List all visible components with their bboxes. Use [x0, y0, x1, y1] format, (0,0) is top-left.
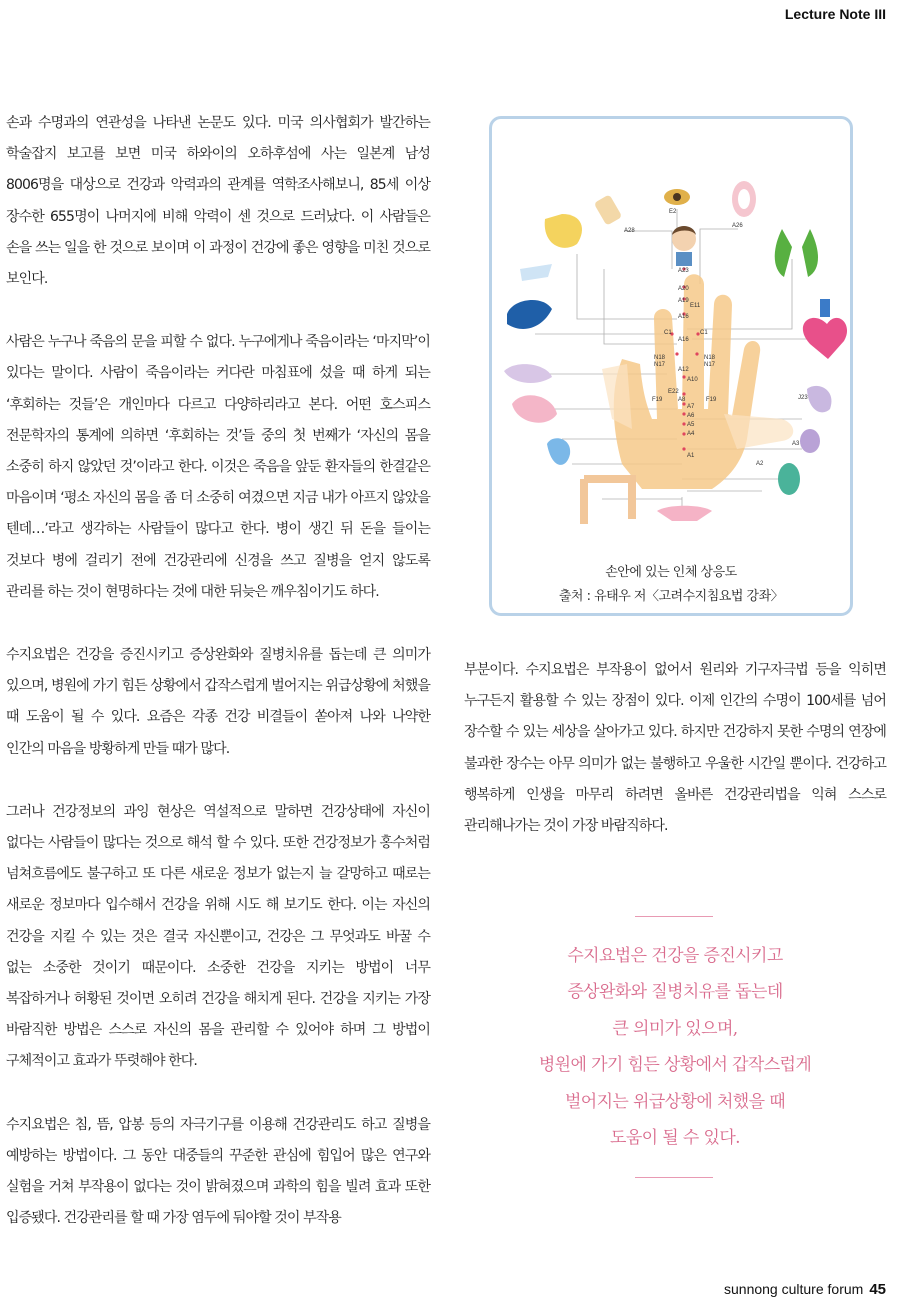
acupoint-label: N17 — [704, 362, 716, 368]
acupoint-label: A7 — [687, 404, 695, 410]
acupoint-label: A8 — [678, 397, 686, 403]
acupoint-label: A1 — [687, 453, 695, 459]
pull-quote-line: 증상완화와 질병치유를 돕는데 — [567, 982, 783, 1003]
acupoint-label: A4 — [687, 431, 695, 437]
acupoint-label: N18 — [654, 355, 666, 361]
pull-quote-top-rule — [635, 916, 713, 917]
acupoint-label: N18 — [704, 355, 716, 361]
acupoint-label: A6 — [687, 413, 695, 419]
series-label: Lecture Note III — [784, 6, 886, 22]
acupoint-label: A12 — [678, 367, 689, 373]
body-paragraph-4: 그러나 건강정보의 과잉 현상은 역설적으로 말하면 건강상태에 자신이 없다는 사람들이 많다는 것으로 해석 할 수 있다. 또한 건강정보가 홍수처럼 넘쳐흐름에도 불구하고 또 다른 새로운 정보가 없는지 늘 갈망하고 때로는 새로운 정보마다 입수해서 건강을 위해 시도 해 보기도 한다. 이는 자신의 건강을 지킬 수 있는 것은 결국 자신뿐이고, 건강은 그 무엇과도 바꿀 수 없는 소중한 것이기 때문이다. 소중한 건강을 지키는 방법이 너무 복잡하거나 허황된 것이면 오히려 건강을 해치게 된다. 건강을 지키는 가장 바람직한 방법은 스스로 자신의 몸을 관리할 수 있어야 하며 그 방법이 구체적이고 효과가 뚜렷해야 한다. — [6, 803, 430, 1070]
acupoint-label: C1 — [700, 330, 708, 336]
pull-quote-bottom-rule — [635, 1177, 713, 1178]
acupoint-label: E2 — [669, 209, 677, 215]
acupoint-label: A23 — [678, 268, 689, 274]
acupoint-label: A26 — [732, 223, 743, 229]
acupoint-label: J23 — [798, 395, 808, 401]
acupoint-label: A19 — [678, 298, 689, 304]
acupoint-label: A10 — [687, 377, 698, 383]
figure-source: 출처 : 유태우 저〈고려수지침요법 강좌〉 — [558, 589, 784, 604]
body-paragraph-1: 손과 수명과의 연관성을 나타낸 논문도 있다. 미국 의사협회가 발간하는 학술잡지 보고를 보면 미국 하와이의 오하후섬에 사는 일본계 남성 8006명을 대상으로 건강과 악력과의 관계를 역학조사해보니, 85세 이상 장수한 655명이 나머지에 비해 악력이 센 것으로 드러났다. 이 사람들은 손을 쓰는 일을 한 것으로 보이며 이 과정이 건강에 좋은 영향을 미친 것으로 보인다. — [6, 115, 430, 288]
pull-quote — [495, 938, 855, 1156]
acupoint-label: A28 — [624, 228, 635, 234]
acupoint-label: E22 — [668, 389, 679, 395]
body-paragraph-2: 사람은 누구나 죽음의 문을 피할 수 없다. 누구에게나 죽음이라는 ‘마지막’이 있다는 말이다. 사람이 죽음이라는 커다란 마침표에 섰을 때 하게 되는 ‘후회하는 것들’은 개인마다 다르고 다양하리라고 본다. 어떤 호스피스 전문학자의 통계에 의하면 ‘후회하는 것’들 중의 첫 번째가 ‘자신의 몸을 소중히 하지 않았던 것’이라고 한다. 이것은 죽음을 앞둔 환자들의 한결같은 마음이며 ‘평소 자신의 몸을 좀 더 소중히 여겼으면 지금 내가 아프지 않았을 텐데…’라고 생각하는 사람들이 많다고 한다. 병이 생긴 뒤 돈을 들이는 것보다 병에 걸리기 전에 건강관리에 신경을 쓰고 질병을 얻지 않도록 관리를 하는 것이 현명하다는 것에 대한 뒤늦은 깨우침이기도 하다. — [6, 334, 430, 600]
left-column — [6, 108, 430, 1267]
acupoint-label: F19 — [706, 397, 717, 403]
pull-quote-line: 도움이 될 수 있다. — [610, 1128, 740, 1149]
acupoint-label: N17 — [654, 362, 666, 368]
acupoint-label: E11 — [690, 303, 701, 309]
pull-quote-line: 수지요법은 건강을 증진시키고 — [567, 946, 783, 966]
pull-quote-line: 병원에 가기 힘든 상황에서 갑작스럽게 — [538, 1055, 812, 1076]
hand-diagram-illustration — [492, 119, 850, 559]
hand-correspondence-figure — [489, 116, 853, 616]
acupoint-label: A20 — [678, 286, 689, 292]
acupoint-label: A5 — [687, 422, 695, 428]
acupoint-label: F19 — [652, 397, 663, 403]
acupoint-label: A2 — [756, 461, 764, 467]
page-number: 45 — [869, 1281, 886, 1298]
right-column — [464, 655, 886, 842]
page-footer — [724, 1281, 886, 1298]
body-paragraph-6: 부분이다. 수지요법은 부작용이 없어서 원리와 기구자극법 등을 익히면 누구든지 활용할 수 있는 장점이 있다. 이제 인간의 수명이 100세를 넘어 장수할 수 있는 세상을 살아가고 있다. 하지만 건강하지 못한 수명의 연장에 불과한 장수는 아무 의미가 없는 불행하고 우울한 시간일 뿐이다. 건강하고 행복하게 인생을 마무리 하려면 올바른 건강관리법을 익혀 스스로 관리해나가는 것이 가장 바람직하다. — [464, 662, 886, 835]
magazine-name: sunnong culture forum — [724, 1281, 864, 1297]
body-paragraph-5: 수지요법은 침, 뜸, 압봉 등의 자극기구를 이용해 건강관리도 하고 질병을 예방하는 방법이다. 그 동안 대중들의 꾸준한 관심에 힘입어 많은 연구와 실험을 거쳐 부작용이 없다는 것이 밝혀졌으며 과학의 힘을 빌려 효과 또한 입증됐다. 건강관리를 할 때 가장 염두에 둬야할 것이 부작용 — [6, 1116, 430, 1227]
pull-quote-line: 큰 의미가 있으며, — [612, 1018, 738, 1039]
acupoint-label: A16 — [678, 314, 689, 320]
acupoint-label: A16 — [678, 337, 689, 343]
body-paragraph-3: 수지요법은 건강을 증진시키고 증상완화와 질병치유를 돕는데 큰 의미가 있으며, 병원에 가기 힘든 상황에서 갑작스럽게 벌어지는 위급상황에 처했을 때 도움이 될 수 있다. 요즘은 각종 건강 비결들이 쏟아져 나와 나약한 인간의 마음을 방황하게 만들 때가 많다. — [6, 647, 430, 757]
acupoint-label: A3 — [792, 441, 800, 447]
acupoint-label: C1 — [664, 330, 672, 336]
figure-caption: 손안에 있는 인체 상응도 — [605, 565, 737, 580]
pull-quote-line: 벌어지는 위급상황에 처했을 때 — [564, 1091, 786, 1112]
